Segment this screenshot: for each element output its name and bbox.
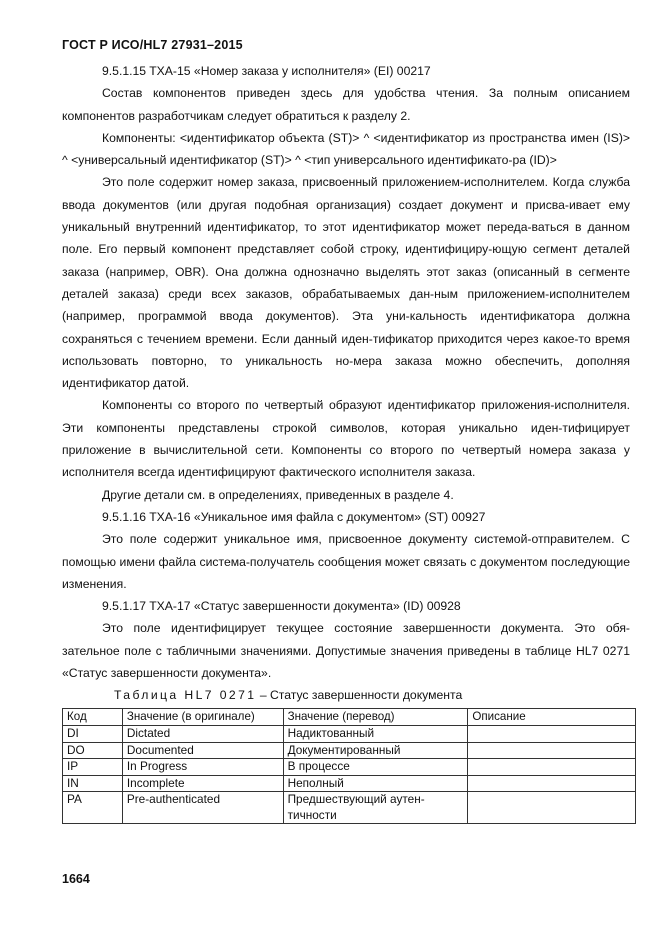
column-header-original: Значение (в оригинале) [122, 709, 283, 726]
table-caption-rest: – Статус завершенности документа [256, 688, 463, 703]
cell-translation: Неполный [283, 775, 468, 792]
cell-code: DI [63, 725, 123, 742]
column-header-code: Код [63, 709, 123, 726]
cell-original: Pre-authenticated [122, 792, 283, 824]
cell-description [468, 759, 636, 776]
table-row [63, 742, 636, 759]
cell-code: PA [63, 792, 123, 824]
paragraph-unique-filename: Это поле содержит уникальное имя, присвоенное документу системой-отправителем. С помощью имени файла система-получатель сообщения может связать с документом последующие изменения. [62, 532, 630, 591]
status-table [62, 708, 636, 824]
paragraph-order-number: Это поле содержит номер заказа, присвоенный приложением-исполнителем. Когда служба ввода документов (или другая подобная организация) создает документ и присва-ивает ему уникальный внутренний идентификатор, то этот идентификатор может переда-ваться в данном поле. Его первый компонент представляет собой строку, идентифициру-ющую сегмент деталей заказа (например, OBR). Она должна однозначно выделять этот заказ (описанный в сегменте деталей заказа) среди всех заказов, обрабатываемых дан-ным приложением-исполнителем (например, программой ввода документов). Эта уни-кальность идентификатора должна сохраняться с течением времени. Если данный иден-тификатор приходится через какое-то время использовать повторно, то уникальность но-мера заказа можно обеспечить, дополняя идентификатор датой. [62, 175, 630, 391]
section-heading-txa15: 9.5.1.15 TXA-15 «Номер заказа у исполнителя» (EI) 00217 [102, 64, 431, 78]
document-page [62, 38, 630, 824]
page-number: 1664 [62, 872, 90, 886]
cell-translation: Документированный [283, 742, 468, 759]
cell-code: IP [63, 759, 123, 776]
paragraph-application-id: Компоненты со второго по четвертый образуют идентификатор приложения-исполнителя. Эти компоненты представлены строкой символов, которая уникально иден-тифицирует приложение в вычислительной сети. Компоненты со второго по четвертый номера заказа у исполнителя всегда идентифицируют фактического исполнителя заказа. [62, 398, 630, 480]
cell-original: In Progress [122, 759, 283, 776]
table-row [63, 792, 636, 824]
cell-original: Incomplete [122, 775, 283, 792]
cell-description [468, 742, 636, 759]
cell-description [468, 792, 636, 824]
table-row [63, 775, 636, 792]
column-header-translation: Значение (перевод) [283, 709, 468, 726]
document-code-header: ГОСТ Р ИСО/HL7 27931–2015 [62, 38, 243, 52]
paragraph-other-details: Другие детали см. в определениях, приведенных в разделе 4. [102, 487, 454, 502]
table-row [63, 725, 636, 742]
paragraph-components-list: Компоненты: <идентификатор объекта (ST)> ^ <идентификатор из пространства имен (IS)> ^ <универсальный идентификатор (ST)> ^ <тип универсального идентификато-ра (ID)> [62, 130, 630, 168]
cell-translation: Предшествующий аутен-тичности [283, 792, 468, 824]
cell-description [468, 775, 636, 792]
cell-code: DO [63, 742, 123, 759]
cell-code: IN [63, 775, 123, 792]
paragraph-completion-status: Это поле идентифицирует текущее состояние завершенности документа. Это обя-зательное поле с табличными значениями. Допустимые значения приведены в таблице HL7 0271 «Статус завершенности документа». [62, 621, 630, 681]
section-heading-txa16: 9.5.1.16 TXA-16 «Уникальное имя файла с документом» (ST) 00927 [102, 509, 486, 524]
cell-original: Dictated [122, 725, 283, 742]
column-header-description: Описание [468, 709, 636, 726]
table-caption [62, 684, 630, 706]
cell-description [468, 725, 636, 742]
table-header-row [63, 709, 636, 726]
section-heading-txa17: 9.5.1.17 TXA-17 «Статус завершенности документа» (ID) 00928 [102, 599, 461, 614]
table-row [63, 759, 636, 776]
paragraph-components-note: Состав компонентов приведен здесь для удобства чтения. За полным описанием компонентов разработчикам следует обратиться к разделу 2. [62, 86, 630, 123]
table-caption-lead: Таблица HL7 0271 [114, 688, 257, 703]
cell-translation: Надиктованный [283, 725, 468, 742]
cell-original: Documented [122, 742, 283, 759]
cell-translation: В процессе [283, 759, 468, 776]
